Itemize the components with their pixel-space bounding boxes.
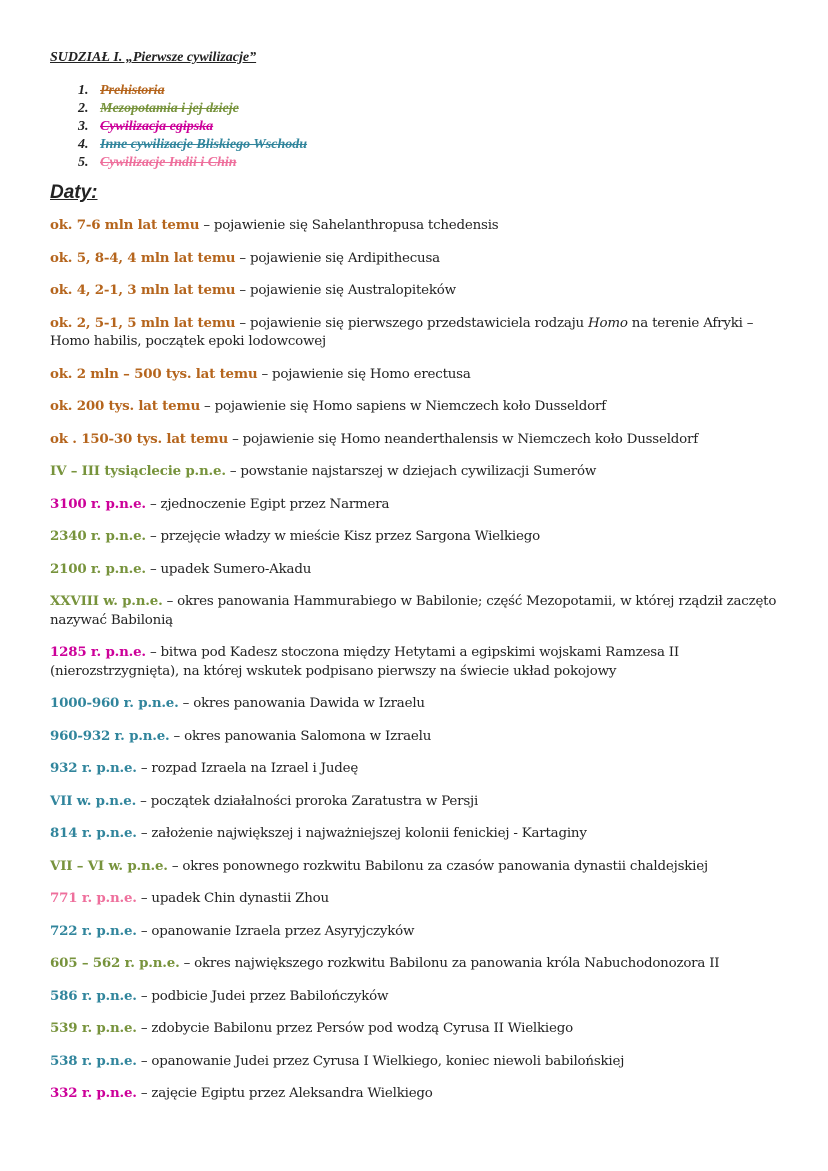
date-entry (50, 889, 790, 909)
chapter-number: 1. (78, 83, 89, 98)
date-label: IV – III tysiąclecie p.n.e. (50, 463, 226, 479)
date-description: – pojawienie się Homo sapiens w Niemczech koło Dusseldorf (200, 399, 606, 414)
date-label: 3100 r. p.n.e. (50, 495, 146, 512)
date-description: – bitwa pod Kadesz stoczona między Hetytami a egipskimi wojskami Ramzesa II (nierozstrzygnięta), na której wskutek podpisano pierwszy na świecie układ pokojowy (50, 645, 679, 679)
document-page (50, 50, 790, 1117)
date-description: – przejęcie władzy w mieście Kisz przez Sargona Wielkiego (145, 529, 540, 544)
date-entry (50, 592, 790, 630)
date-label: ok. 2 mln – 500 tys. lat temu (50, 365, 258, 382)
date-label: 932 r. p.n.e. (50, 760, 137, 776)
date-entry (50, 1019, 790, 1039)
date-description: – okres panowania Dawida w Izraelu (178, 696, 425, 711)
date-entry (50, 727, 790, 747)
date-label: 771 r. p.n.e. (50, 890, 137, 906)
date-label: ok. 2, 5-1, 5 mln lat temu (50, 314, 236, 331)
date-description: – okres ponownego rozkwitu Babilonu za czasów panowania dynastii chaldejskiej (167, 858, 708, 874)
dates-heading: Daty: (50, 182, 98, 203)
chapter-label: Prehistoria (100, 83, 165, 98)
date-description-cont: na terenie Afryki – Homo habilis, początek epoki lodowcowej (50, 315, 754, 349)
date-entry (50, 759, 790, 779)
date-description: – pojawienie się Australopiteków (235, 283, 456, 298)
date-entry (50, 1084, 790, 1104)
date-description: – początek działalności proroka Zaratustra w Persji (136, 793, 479, 809)
section-title: SUDZIAŁ I. „Pierwsze cywilizacje” (50, 50, 257, 65)
date-label: 2100 r. p.n.e. (50, 560, 146, 577)
chapter-label: Inne cywilizacje Bliskiego Wschodu (100, 137, 308, 152)
chapter-item (78, 100, 790, 118)
date-description: – upadek Chin dynastii Zhou (136, 891, 329, 906)
date-label: 539 r. p.n.e. (50, 1020, 137, 1036)
date-entry (50, 694, 790, 714)
date-entry (50, 495, 790, 515)
date-entry (50, 365, 790, 385)
chapter-list (78, 82, 790, 172)
date-label: XXVIII w. p.n.e. (50, 593, 163, 609)
date-description: – upadek Sumero-Akadu (145, 561, 312, 577)
date-label: ok. 4, 2-1, 3 mln lat temu (50, 282, 236, 298)
date-entry (50, 954, 790, 974)
date-label: 814 r. p.n.e. (50, 825, 137, 841)
date-label: 586 r. p.n.e. (50, 987, 137, 1004)
chapter-label: Mezopotamia i jej dzieje (100, 101, 239, 116)
date-entry (50, 314, 790, 352)
date-label: 538 r. p.n.e. (50, 1052, 137, 1069)
date-description: – okres największego rozkwitu Babilonu za panowania króla Nabuchodonozora II (179, 956, 720, 971)
date-description: – podbicie Judei przez Babilończyków (136, 988, 389, 1004)
date-label: 960-932 r. p.n.e. (50, 727, 170, 744)
date-entry (50, 824, 790, 844)
chapter-item (78, 118, 790, 136)
date-description: – zajęcie Egiptu przez Aleksandra Wielkiego (136, 1086, 433, 1101)
date-entry (50, 430, 790, 450)
date-description: – założenie największej i najważniejszej kolonii fenickiej - Kartaginy (136, 826, 587, 841)
date-description: – opanowanie Judei przez Cyrusa I Wielkiego, koniec niewoli babilońskiej (136, 1053, 625, 1069)
chapter-label: Cywilizacje Indii i Chin (100, 155, 237, 170)
date-entry (50, 857, 790, 877)
date-description: – pojawienie się Homo neanderthalensis w Niemczech koło Dusseldorf (228, 431, 698, 447)
chapter-number: 4. (78, 137, 89, 152)
chapter-item (78, 136, 790, 154)
date-entry (50, 527, 790, 547)
date-entry (50, 1052, 790, 1072)
date-label: ok. 7-6 mln lat temu (50, 217, 200, 233)
date-description: – pojawienie się Sahelanthropusa tchedensis (199, 218, 499, 233)
date-label: 1000-960 r. p.n.e. (50, 695, 179, 711)
date-description: – okres panowania Hammurabiego w Babilonie; część Mezopotamii, w której rządził zaczęto nazywać Babilonią (50, 594, 777, 628)
date-entry (50, 987, 790, 1007)
date-label: ok. 200 tys. lat temu (50, 398, 200, 414)
date-label: 1285 r. p.n.e. (50, 644, 146, 660)
date-description: – pojawienie się Homo erectusa (257, 366, 471, 382)
chapter-item (78, 82, 790, 100)
date-description: – rozpad Izraela na Izrael i Judeę (136, 761, 359, 776)
date-entry (50, 281, 790, 301)
date-entry (50, 560, 790, 580)
date-label: ok. 5, 8-4, 4 mln lat temu (50, 249, 236, 266)
date-label: VII – VI w. p.n.e. (50, 857, 168, 874)
date-entry (50, 249, 790, 269)
date-entry (50, 643, 790, 681)
date-entry (50, 462, 790, 482)
date-description: – pojawienie się pierwszego przedstawiciela rodzaju (235, 315, 589, 331)
chapter-number: 3. (78, 119, 89, 134)
date-label: VII w. p.n.e. (50, 792, 137, 809)
dates-list (50, 216, 790, 1104)
date-description: – zdobycie Babilonu przez Persów pod wodzą Cyrusa II Wielkiego (136, 1021, 573, 1036)
date-entry (50, 792, 790, 812)
date-entry (50, 397, 790, 417)
date-description-italic: Homo (588, 315, 628, 331)
chapter-number: 5. (78, 155, 89, 170)
date-description: – pojawienie się Ardipithecusa (235, 250, 440, 266)
date-label: 722 r. p.n.e. (50, 922, 137, 939)
date-label: 605 – 562 r. p.n.e. (50, 955, 180, 971)
date-label: 332 r. p.n.e. (50, 1085, 137, 1101)
date-entry (50, 922, 790, 942)
date-label: ok . 150-30 tys. lat temu (50, 430, 229, 447)
date-label: 2340 r. p.n.e. (50, 528, 146, 544)
date-description: – powstanie najstarszej w dziejach cywilizacji Sumerów (225, 464, 597, 479)
date-description: – zjednoczenie Egipt przez Narmera (145, 496, 390, 512)
date-description: – opanowanie Izraela przez Asyryjczyków (136, 923, 415, 939)
date-entry (50, 216, 790, 236)
chapter-number: 2. (78, 101, 89, 116)
date-description: – okres panowania Salomona w Izraelu (169, 728, 432, 744)
chapter-item (78, 154, 790, 172)
chapter-label: Cywilizacja egipska (100, 119, 214, 134)
